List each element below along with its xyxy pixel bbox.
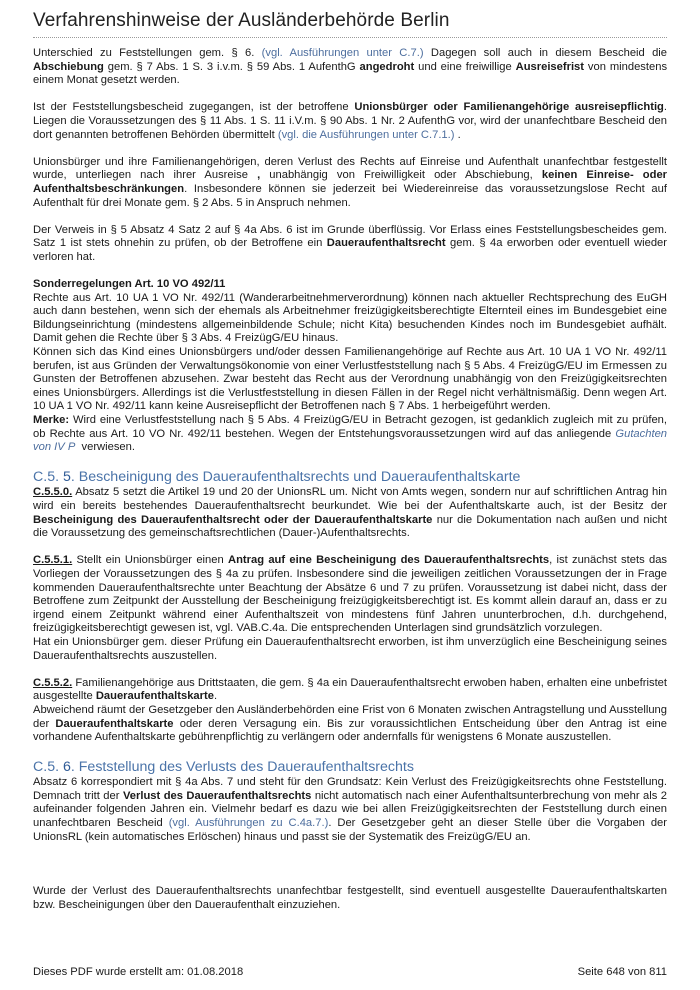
page-footer (33, 966, 667, 978)
paragraph-ausreisepflichtig: Ist der Feststellungsbescheid zugegangen, ist der betroffene Unionsbürger oder Familienangehörige ausreisepflichtig. Liegen die Voraussetzungen des § 11 Abs. 1 S. 11 i.V.m. § 90 Abs. 1 Nr. 2 AufenthG vor, wird der unanfechtbare Bescheid den dort genannten betroffenen Behörden übermittelt (vgl. die Ausführungen unter C.7.1.) . (33, 101, 667, 141)
paragraph-c551-cont: Hat ein Unionsbürger gem. dieser Prüfung ein Daueraufenthaltsrecht erworben, ist ihm unverzüglich eine Bescheinigung seines Daueraufenthaltsrechts auszustellen. (33, 635, 667, 662)
paragraph-abschiebung: Unterschied zu Feststellungen gem. § 6. (vgl. Ausführungen unter C.7.) Dagegen soll auch in diesem Bescheid die Abschiebung gem. § 7 Abs. 1 S. 3 i.v.m. § 59 Abs. 1 AufenthG angedroht und eine freiwillige Ausreisefrist von mindestens einem Monat gesetzt werden. (33, 47, 668, 87)
sonderregelungen-heading: Sonderregelungen Art. 10 VO 492/11 (33, 278, 226, 291)
link-gutachten[interactable]: Gutachten von IV P (33, 427, 668, 454)
paragraph-c551: C.5.5.1. Stellt ein Unionsbürger einen Antrag auf eine Bescheinigung des Daueraufenthaltsrechts, ist zunächst stets das Vorliegen der Voraussetzungen des § 4a zu prüfen. Insbesondere sind die jeweiligen zeitlichen Voraussetzungen der in Frage kommenden Daueraufenthaltsrechte unter Beachtung der Absätze 6 und 7 zu prüfen. Voraussetzung ist dabei nicht, dass der Betroffene zum Zeitpunkt der Ausstellung der Bescheinigung freizügigkeitsberechtigt ist. Es kommt allein darauf an, dass er zu irgend einem Zeitpunkt während einer Aufenthaltszeit von mindestens fünf Jahren ununterbrochen, d.h. durchgehend, freizügigkeitsberechtigt gewesen ist, vgl. VAB.C.4a. Die entsprechenden Unterlagen sind grundsätzlich vorzulegen. (33, 554, 668, 635)
document-title: Verfahrenshinweise der Ausländerbehörde Berlin (33, 10, 667, 38)
footer-page-number: Seite 648 von 811 (577, 966, 667, 978)
paragraph-einziehen: Wurde der Verlust des Daueraufenthaltsrechts unanfechtbar festgestellt, sind eventuell ausgestellte Daueraufenthaltskarten bzw. Bescheinigungen über den Daueraufenthalt einzuziehen. (33, 885, 667, 911)
paragraph-c56: Absatz 6 korrespondiert mit § 4a Abs. 7 und steht für den Grundsatz: Kein Verlust des Freizügigkeitsrechts ohne Feststellung. Demnach tritt der Verlust des Daueraufenthaltsrechts nicht automatisch nach einer Aufenthaltsunterbrechung von mehr als 2 aufeinander folgenden Jahren ein. Vielmehr bedarf es dazu wie bei allen Freizügigkeitsrechten der Feststellung durch einen unanfechtbaren Bescheid (vgl. Ausführungen zu C.4a.7.). Der Gesetzgeber geht an dieser Stelle über die Vorgaben der UnionsRL (kein automatisches Erlöschen) hinaus und passt sie der Systematik des FreizügG/EU an. (33, 776, 668, 843)
link-c7[interactable]: (vgl. Ausführungen unter C.7.) (261, 47, 424, 59)
paragraph-c552-cont: Abweichend räumt der Gesetzgeber den Ausländerbehörden eine Frist von 6 Monaten zwischen Antragstellung und Ausstellung der Daueraufenthaltskarte oder deren Versagung ein. Bis zur voraussichtlichen Entscheidung über den Antrag ist eine vorhandene Aufenthaltskarte gebührenpflichtig zu verlängern oder andernfalls für wenigstens 6 Monate auszustellen. (33, 703, 668, 744)
paragraph-c550: C.5.5.0. Absatz 5 setzt die Artikel 19 und 20 der UnionsRL um. Nicht von Amts wegen, sondern nur auf schriftlichen Antrag hin wird ein bereits bestehendes Daueraufenthaltsrecht beurkundet. Wie bei der Aufenthaltskarte auch, ist der Besitz der Bescheinigung des Daueraufenthaltsrecht oder der Daueraufenthaltskarte nur die Dokumentation nach außen und nicht die Voraussetzung des gemeinschaftsrechtlichen (Dauer-)Aufenthaltsrechts. (33, 486, 668, 540)
sonderregelungen-text-1: Rechte aus Art. 10 UA 1 VO Nr. 492/11 (Wanderarbeitnehmerverordnung) können nach aktueller Rechtsprechung des EuGH auch dann bestehen, wenn sich der ehemals als Arbeitnehmer freizügigkeitsberechtigte Elternteil eines im Bundesgebiet eine Bildungseinrichtung (mindestens allgemeinbildende Schule; nicht Kita) besuchenden Kindes noch im Bundesgebiet aufhält. Damit gehen die Rechte über § 3 Abs. 4 FreizügG/EU hinaus. (33, 291, 667, 345)
section-heading-c55: C.5. 5. Bescheinigung des Daueraufenthaltsrechts und Daueraufenthaltskarte (33, 469, 521, 486)
paragraph-verweis: Der Verweis in § 5 Absatz 4 Satz 2 auf § 4a Abs. 6 ist im Grunde überflüssig. Vor Erlass eines Feststellungsbescheides gem. Satz 1 ist stets ohnehin zu prüfen, ob der Betroffene ein Daueraufenthaltsrecht gem. § 4a erworben oder eventuell wieder verloren hat. (33, 223, 667, 263)
merke-paragraph: Merke: Wird eine Verlustfeststellung nach § 5 Abs. 4 FreizügG/EU in Betracht gezogen, ist gedanklich zugleich mit zu prüfen, ob Rechte aus Art. 10 VO Nr. 492/11 bestehen. Wegen der Entstehungsvoraussetzungen wird auf das anliegende Gutachten von IV P verwiesen. (33, 414, 668, 454)
link-c71[interactable]: (vgl. die Ausführungen unter C.7.1.) (277, 128, 455, 141)
section-heading-c56: C.5. 6. Feststellung des Verlusts des Daueraufenthaltsrechts (33, 759, 414, 776)
paragraph-wiedereinreise: Unionsbürger und ihre Familienangehörigen, deren Verlust des Rechts auf Einreise und Aufenthalt unanfechtbar festgestellt wurde, unterliegen nach ihrer Ausreise , unabhängig von Freiwilligkeit oder Abschiebung, keinen Einreise- oder Aufenthaltsbeschränkungen. Insbesondere können sie jederzeit bei Wiedereinreise das voraussetzungslose Recht auf Aufenthalt für drei Monate gem. § 2 Abs. 5 in Anspruch nehmen. (33, 155, 668, 209)
sonderregelungen-text-2: Können sich das Kind eines Unionsbürgers und/oder dessen Familienangehörige auf Rechte aus Art. 10 UA 1 VO Nr. 492/11 berufen, ist aus Gründen der Verwaltungsökonomie von einer Verlustfeststellung nach § 5 Abs. 4 FreizügG/EU im Ermessen zu Gunsten der Betroffenen abzusehen. Zwar besteht das Recht aus der Verordnung unabhängig von den Freizügigkeitsrechten eines Unionsbürgers. Allerdings ist die Verlustfeststellung in diesen Fällen in der Regel nicht verhältnismäßig. Denn wegen Art. 10 UA 1 VO Nr. 492/11 kann keine Ausreisepflicht der Betroffenen nach § 7 Abs. 1 herbeigeführt werden. (33, 346, 667, 413)
page (33, 10, 667, 912)
link-c4a7[interactable]: (vgl. Ausführungen zu C.4a.7.) (168, 817, 329, 830)
footer-created-date: Dieses PDF wurde erstellt am: 01.08.2018 (33, 966, 244, 978)
paragraph-c552: C.5.5.2. Familienangehörige aus Drittstaaten, die gem. § 4a ein Daueraufenthaltsrecht erwoben haben, erhalten eine unbefristet ausgestellte Daueraufenthaltskarte. (33, 676, 668, 703)
